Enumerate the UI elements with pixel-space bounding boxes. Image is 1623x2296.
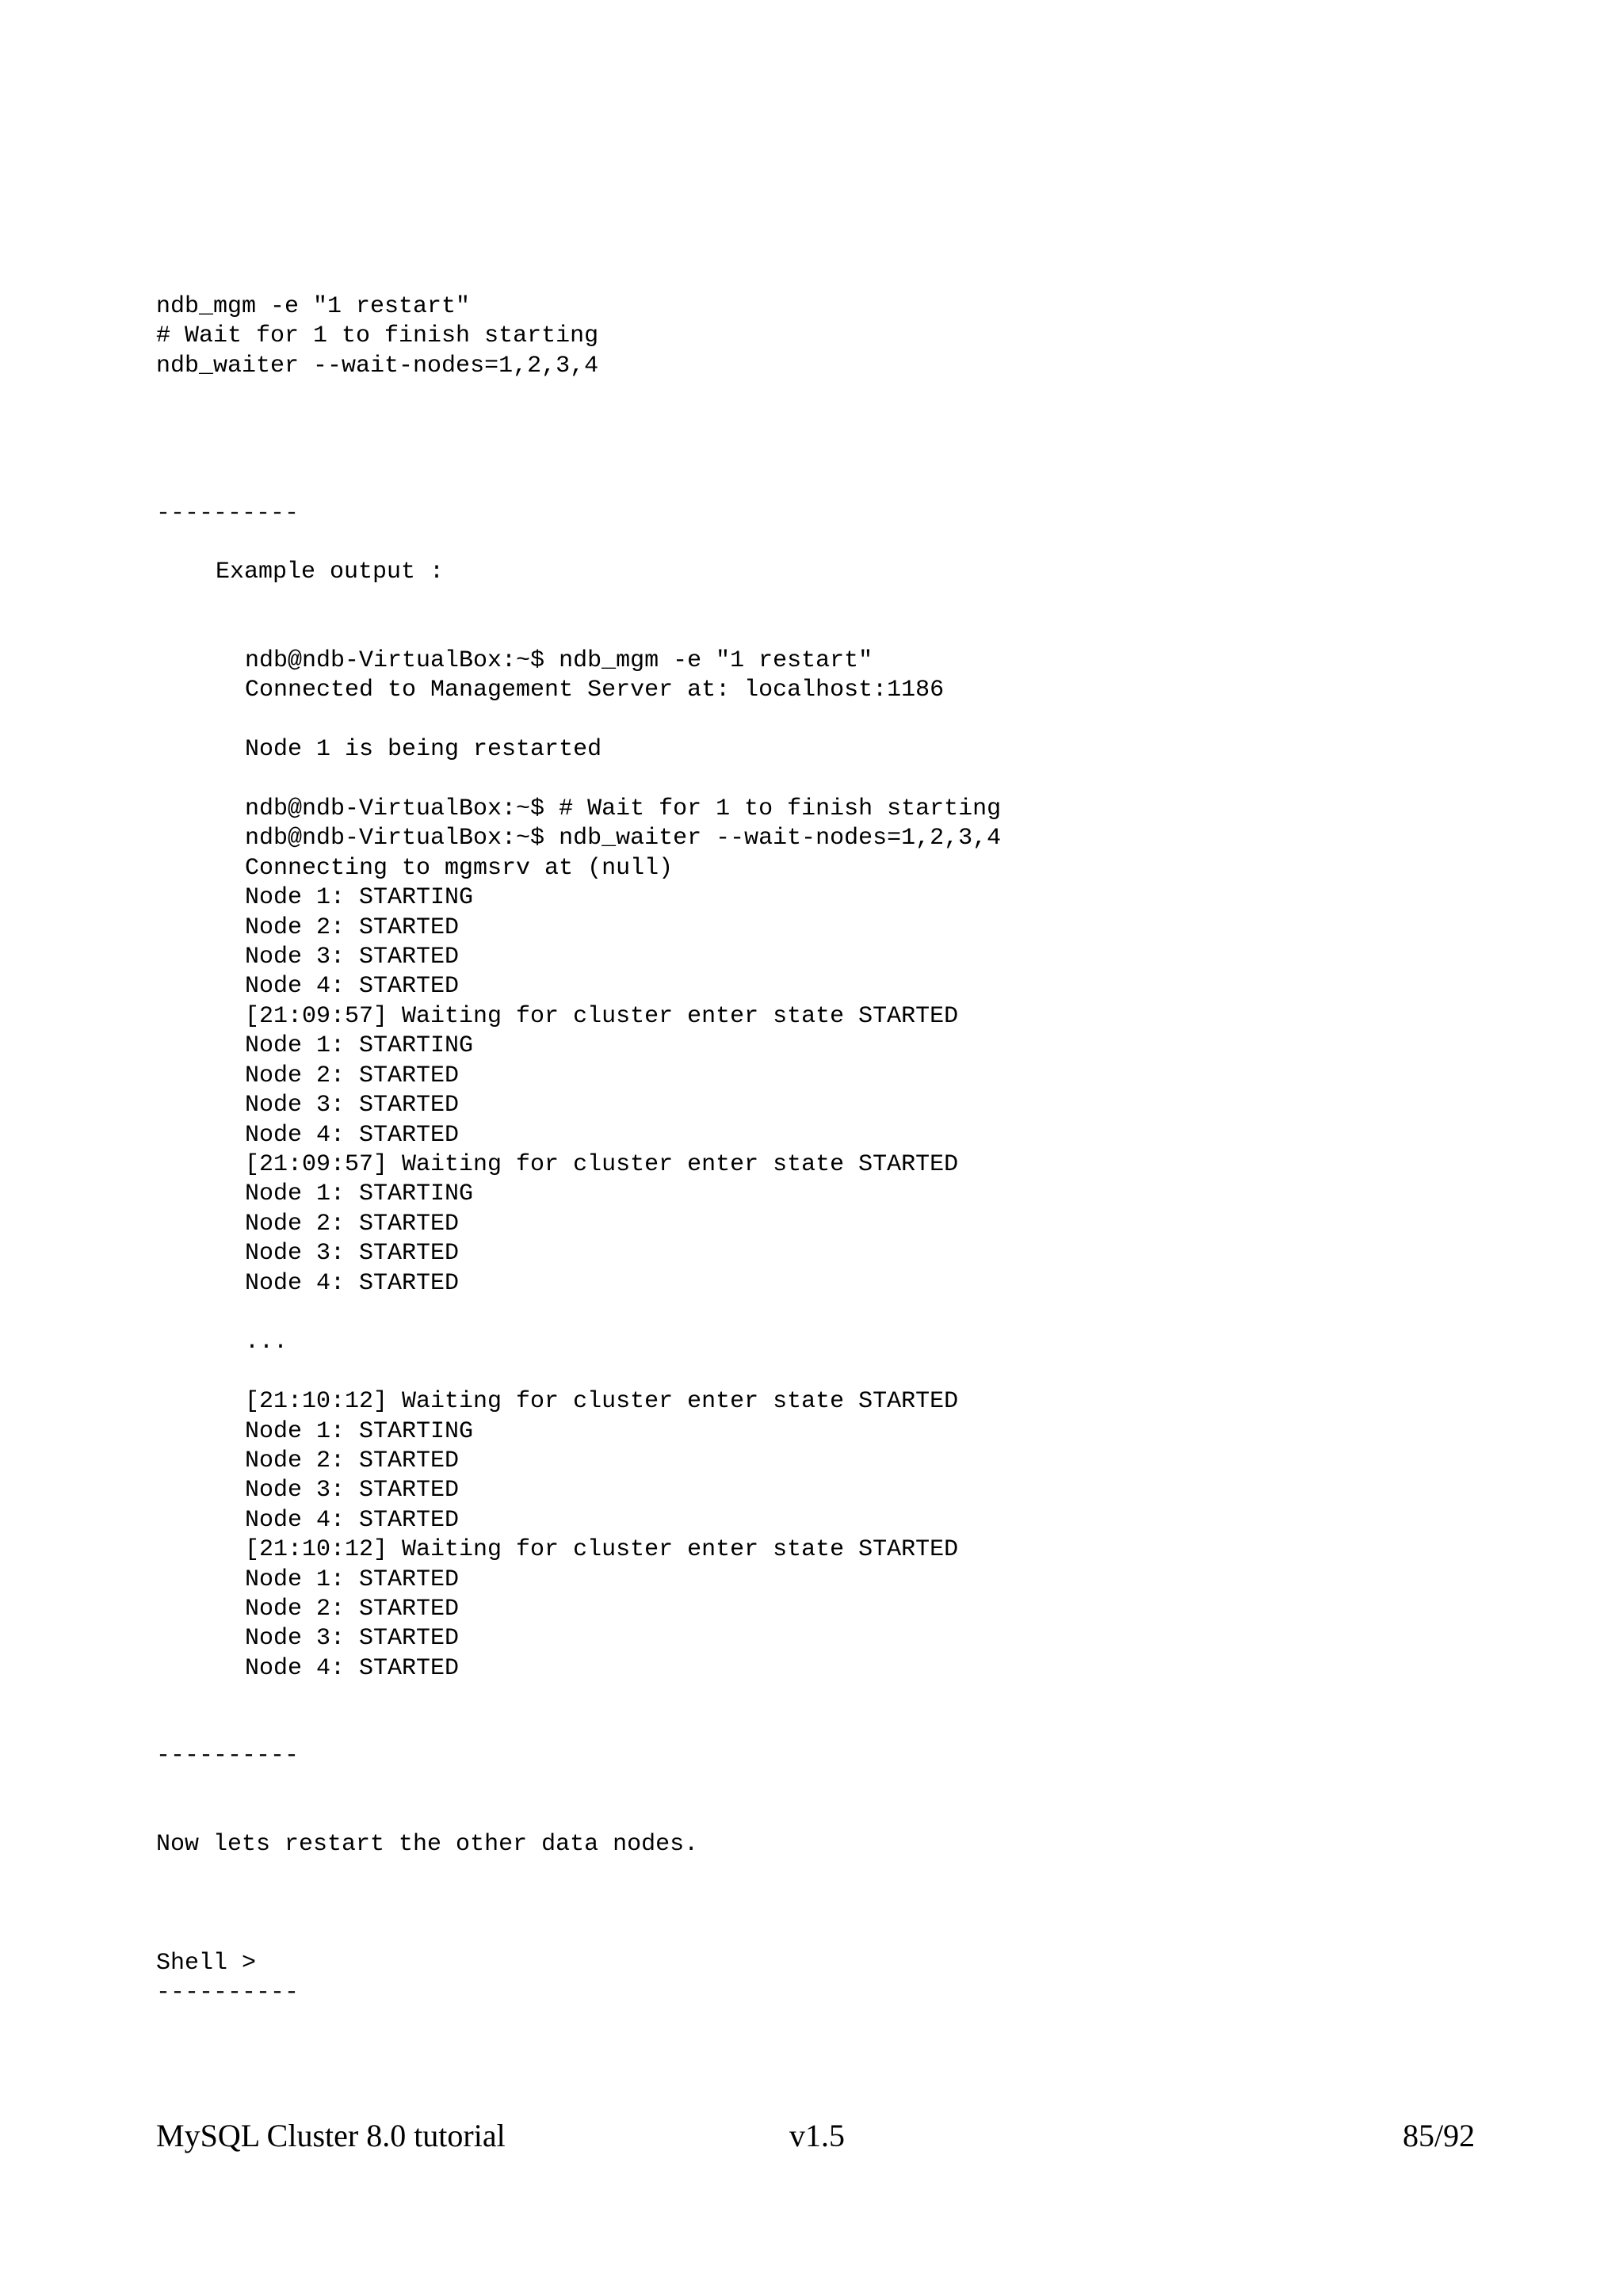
output-line: [21:10:12] Waiting for cluster enter state STARTED: [245, 1388, 959, 1416]
output-line: Node 3: STARTED: [245, 1625, 460, 1653]
separator-rule: ----------: [156, 500, 300, 527]
output-line: Connecting to mgmsrv at (null): [245, 854, 674, 882]
output-line: ndb@ndb-VirtualBox:~$ ndb_mgm -e "1 restart": [245, 647, 873, 674]
instruction-text: Now lets restart the other data nodes.: [156, 1831, 699, 1858]
separator-rule: ----------: [156, 1742, 300, 1769]
output-line: Node 2: STARTED: [245, 1062, 460, 1089]
shell-prompt: Shell >: [156, 1950, 257, 1977]
output-line: Node 2: STARTED: [245, 1447, 460, 1474]
output-line: ...: [245, 1329, 288, 1356]
footer-title: MySQL Cluster 8.0 tutorial: [156, 2118, 506, 2153]
output-line: Node 4: STARTED: [245, 1121, 460, 1149]
output-line: Node 2: STARTED: [245, 1210, 460, 1238]
output-line: Node 4: STARTED: [245, 973, 460, 1001]
output-line: Node 3: STARTED: [245, 1240, 460, 1268]
output-line: Connected to Management Server at: localhost:1186: [245, 677, 945, 704]
output-line: Node 4: STARTED: [245, 1269, 460, 1297]
output-line: ndb@ndb-VirtualBox:~$ # Wait for 1 to finish starting: [245, 795, 1002, 823]
command-block: [156, 292, 598, 381]
output-line: Node 1 is being restarted: [245, 736, 602, 764]
output-line: Node 1: STARTED: [245, 1566, 460, 1593]
output-line: Node 3: STARTED: [245, 944, 460, 971]
separator-rule: ----------: [156, 1979, 300, 2007]
output-line: [21:09:57] Waiting for cluster enter state STARTED: [245, 1150, 959, 1178]
output-line: [21:10:12] Waiting for cluster enter state STARTED: [245, 1536, 959, 1564]
code-line: # Wait for 1 to finish starting: [156, 322, 599, 350]
example-output-block: [245, 646, 1001, 1684]
output-line: Node 1: STARTING: [245, 1032, 474, 1060]
footer-page-number: 85/92: [1403, 2118, 1476, 2153]
output-line: Node 4: STARTED: [245, 1654, 460, 1682]
output-line: Node 2: STARTED: [245, 1596, 460, 1623]
output-line: Node 1: STARTING: [245, 884, 474, 912]
output-line: Node 2: STARTED: [245, 913, 460, 941]
footer-version: v1.5: [789, 2118, 845, 2153]
output-line: Node 1: STARTING: [245, 1417, 474, 1445]
example-output-label: Example output :: [216, 559, 445, 585]
output-line: [21:09:57] Waiting for cluster enter state STARTED: [245, 1002, 959, 1030]
code-line: ndb_waiter --wait-nodes=1,2,3,4: [156, 352, 599, 379]
output-line: Node 3: STARTED: [245, 1477, 460, 1505]
output-line: ndb@ndb-VirtualBox:~$ ndb_waiter --wait-nodes=1,2,3,4: [245, 825, 1002, 852]
output-line: Node 4: STARTED: [245, 1506, 460, 1534]
code-line: ndb_mgm -e "1 restart": [156, 293, 471, 320]
output-line: Node 3: STARTED: [245, 1092, 460, 1119]
shell-block: [156, 1949, 299, 2008]
output-line: Node 1: STARTING: [245, 1180, 474, 1208]
